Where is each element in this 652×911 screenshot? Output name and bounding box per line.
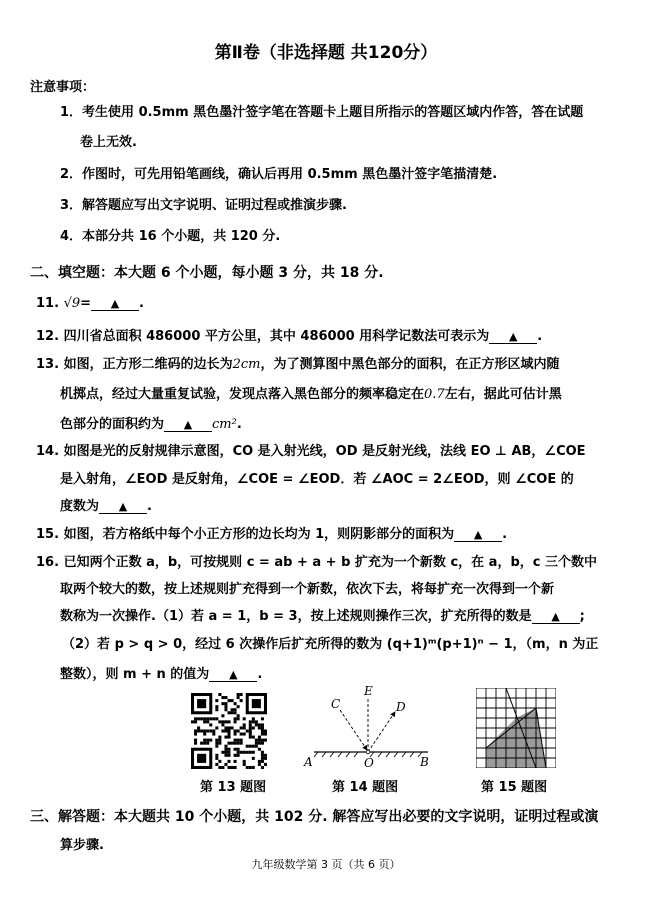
question-13-line3 [60, 413, 242, 432]
q16-number: 16. [36, 555, 60, 570]
q13-text-1a: 如图，正方形二维码的边长为 [63, 357, 233, 372]
question-11: 11. √9= ▲ . [36, 296, 144, 311]
q13-length: 2cm [232, 357, 261, 372]
reflected-ray-OD [368, 712, 395, 752]
qr-code-figure [191, 693, 267, 769]
reflection-diagram [296, 684, 446, 770]
q11-expr: √9 [63, 296, 81, 311]
question-16-line3: 数称为一次操作.（1）若 a = 1，b = 3，按上述规则操作三次，扩充所得的数是 ▲ ; [60, 609, 585, 624]
triangle-icon: ▲ [551, 610, 560, 623]
question-16-line2: 取两个较大的数，按上述规则扩充得到一个新数，依次下去，将每扩充一次得到一个新 [60, 582, 555, 597]
q15-number: 15. [36, 527, 60, 542]
grid-figure [476, 688, 556, 768]
section3-title: 三、解答题： [30, 809, 114, 825]
section3-desc-2: 算步骤. [60, 838, 104, 853]
q13-number: 13. [36, 357, 60, 372]
figure-14-caption: 第 14 题图 [332, 780, 399, 795]
figure-13-caption: 第 13 题图 [200, 780, 267, 795]
q12-text: 四川省总面积 486000 平方公里，其中 486000 用科学记数法可表示为 [63, 329, 490, 344]
q13-text-3a: 色部分的面积约为 [60, 417, 165, 432]
page-footer: 九年级数学第 3 页（共 6 页） [251, 858, 401, 871]
label-A: A [304, 755, 313, 769]
notice-heading: 注意事项： [30, 80, 96, 95]
q13-text-2b: 左右，据此可估计黑 [444, 387, 562, 402]
q14-text-3a: 度数为 [60, 499, 100, 514]
q16-text-3a: 数称为一次操作.（1）若 a = 1，b = 3，按上述规则操作三次，扩充所得的数是 [60, 609, 532, 624]
question-12: 12. 四川省总面积 486000 平方公里，其中 486000 用科学记数法可表示为 ▲ . [36, 329, 543, 344]
notice-item-3: 3．解答题应写出文字说明、证明过程或推演步骤. [60, 198, 347, 213]
section2-desc: 本大题 6 个小题，每小题 3 分，共 18 分. [114, 265, 384, 281]
question-13-line1 [36, 353, 559, 372]
answer-blank-14[interactable] [99, 500, 147, 514]
question-14-line2: 是入射角，∠EOD 是反射角，∠COE = ∠EOD．若 ∠AOC = 2∠EOD，则 ∠COE 的 [60, 472, 574, 487]
triangle-icon: ▲ [229, 668, 238, 681]
q11-eq: = [80, 296, 92, 311]
triangle-icon: ▲ [183, 418, 193, 431]
notice-item-2: 2．作图时，可先用铅笔画线，确认后再用 0.5mm 黑色墨汁签字笔描清楚. [60, 167, 498, 182]
question-14-line3: 度数为 ▲ . [60, 499, 152, 514]
notice-item-1: 1．考生使用 0.5mm 黑色墨汁签字笔在答题卡上题目所指示的答题区域内作答，答在试题 [60, 105, 584, 120]
q13-text-1b: ，为了测算图中黑色部分的面积，在正方形区域内随 [260, 357, 560, 372]
question-16-line1 [36, 551, 597, 570]
question-15: 15. 如图，若方格纸中每个小正方形的边长均为 1，则阴影部分的面积为 ▲ . [36, 527, 508, 542]
section2-title: 二、填空题： [30, 265, 114, 281]
question-14-line1 [36, 440, 586, 459]
q16-text-5a: 整数），则 m + n 的值为 [60, 667, 210, 682]
label-O: O [364, 756, 374, 770]
answer-blank-16-1[interactable] [532, 610, 580, 624]
notice-item-1-cont: 卷上无效. [80, 135, 137, 150]
q15-text: 如图，若方格纸中每个小正方形的边长均为 1，则阴影部分的面积为 [63, 527, 455, 542]
question-16-line4: （2）若 p > q > 0，经过 6 次操作后扩充所得的数为 (q+1)ᵐ(p+1)ⁿ − 1，（m，n 为正 [62, 637, 599, 652]
answer-blank-12[interactable] [489, 330, 537, 344]
q14-text-1: 如图是光的反射规律示意图，CO 是入射光线，OD 是反射光线，法线 EO ⊥ AB，∠COE [63, 444, 586, 459]
label-E: E [364, 684, 373, 698]
answer-blank-15[interactable] [454, 528, 502, 542]
q13-text-2a: 机掷点，经过大量重复试验，发现点落入黑色部分的频率稳定在 [60, 387, 425, 402]
label-C: C [331, 697, 341, 711]
q13-unit: cm² [212, 417, 237, 432]
triangle-icon: ▲ [473, 528, 483, 541]
label-B: B [420, 755, 429, 769]
q16-text-1: 已知两个正数 a，b，可按规则 c = ab + a + b 扩充为一个新数 c，在 a，b，c 三个数中 [63, 555, 597, 570]
question-16-line5: 整数），则 m + n 的值为 ▲ . [60, 667, 263, 682]
q14-number: 14. [36, 444, 60, 459]
page-title: 第Ⅱ卷（非选择题 共120分） [214, 43, 438, 63]
figure-15-caption: 第 15 题图 [481, 780, 548, 795]
incident-ray-CO [340, 710, 367, 750]
section3-desc-1: 本大题共 10 个小题，共 102 分. 解答应写出必要的文字说明，证明过程或演 [114, 809, 599, 825]
triangle-icon: ▲ [118, 500, 128, 513]
triangle-icon: ▲ [508, 330, 518, 343]
section3-heading [30, 806, 598, 826]
question-13-line2 [60, 383, 562, 402]
q13-text-3b: . [236, 417, 242, 432]
q11-number: 11. [36, 296, 60, 311]
answer-blank-16-2[interactable] [209, 668, 257, 682]
answer-blank-11[interactable] [91, 297, 139, 311]
triangle-icon: ▲ [110, 297, 120, 310]
q12-number: 12. [36, 329, 60, 344]
label-D: D [396, 700, 406, 714]
answer-blank-13[interactable] [164, 418, 212, 432]
section2-heading [30, 262, 384, 282]
q13-frequency: 0.7 [424, 387, 445, 402]
notice-item-4: 4．本部分共 16 个小题，共 120 分. [60, 229, 281, 244]
